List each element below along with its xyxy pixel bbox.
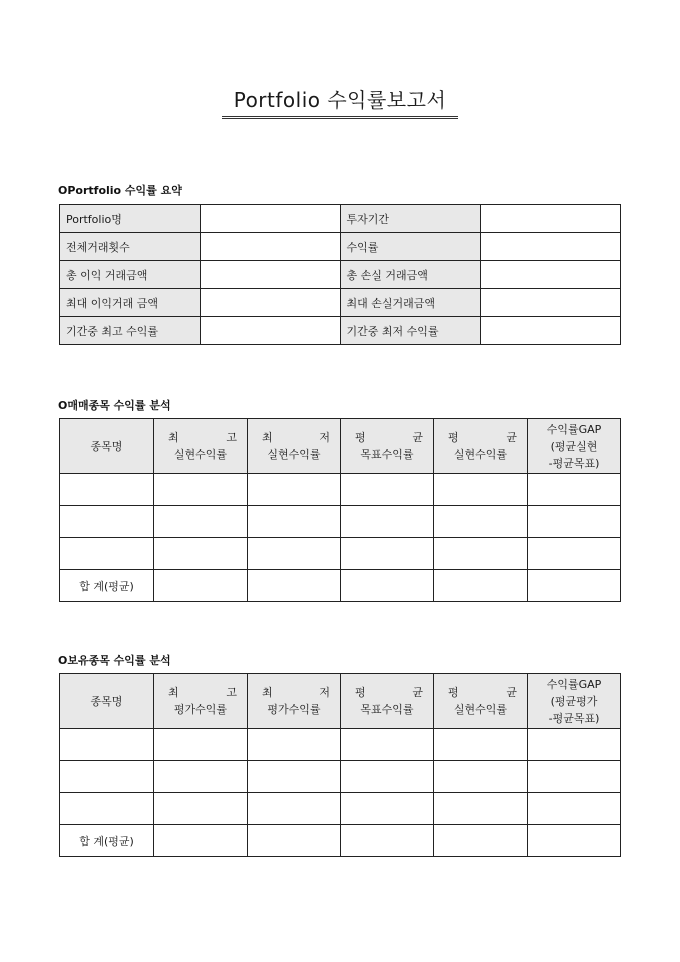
header-return-gap: 수익률GAP (평균실현 -평균목표): [528, 419, 621, 474]
cell[interactable]: [154, 570, 248, 602]
summary-value-cell[interactable]: [200, 233, 340, 261]
header-max-return: 최 고 실현수익률: [154, 419, 248, 474]
table-row: [60, 289, 621, 317]
summary-value-cell[interactable]: [200, 289, 340, 317]
summary-label: 전체거래횟수: [60, 233, 201, 261]
cell[interactable]: [248, 793, 341, 825]
summary-label: 수익률: [340, 233, 481, 261]
summary-label: Portfolio명: [60, 205, 201, 233]
cell[interactable]: [248, 506, 341, 538]
total-label: 합 계(평균): [60, 825, 154, 857]
cell[interactable]: [341, 793, 434, 825]
cell[interactable]: [341, 761, 434, 793]
cell[interactable]: [60, 793, 154, 825]
cell[interactable]: [528, 761, 621, 793]
cell[interactable]: [434, 506, 528, 538]
summary-label: 기간중 최저 수익률: [340, 317, 481, 345]
cell[interactable]: [248, 474, 341, 506]
table-row: [60, 261, 621, 289]
cell[interactable]: [154, 793, 248, 825]
cell[interactable]: [434, 474, 528, 506]
cell[interactable]: [434, 793, 528, 825]
cell[interactable]: [434, 570, 528, 602]
cell[interactable]: [248, 825, 341, 857]
cell[interactable]: [341, 729, 434, 761]
cell[interactable]: [60, 761, 154, 793]
cell[interactable]: [154, 761, 248, 793]
header-avg-target: 평 균 목표수익률: [341, 674, 434, 729]
table-row: [60, 538, 621, 570]
cell[interactable]: [434, 761, 528, 793]
cell[interactable]: [60, 506, 154, 538]
summary-label: 최대 손실거래금액: [340, 289, 481, 317]
header-max-return: 최 고 평가수익률: [154, 674, 248, 729]
cell[interactable]: [434, 729, 528, 761]
header-stock-name: 종목명: [60, 419, 154, 474]
summary-value-cell[interactable]: [200, 205, 340, 233]
table-row: [60, 474, 621, 506]
table-row: [60, 506, 621, 538]
summary-value-cell[interactable]: [200, 317, 340, 345]
cell[interactable]: [341, 570, 434, 602]
trade-table: [59, 418, 621, 602]
cell[interactable]: [434, 538, 528, 570]
summary-heading: OPortfolio 수익률 요약: [58, 184, 182, 197]
summary-value-cell[interactable]: [481, 317, 621, 345]
cell[interactable]: [154, 538, 248, 570]
summary-label: 총 손실 거래금액: [340, 261, 481, 289]
header-min-return: 최 저 평가수익률: [248, 674, 341, 729]
trade-heading: O매매종목 수익률 분석: [58, 399, 171, 412]
cell[interactable]: [434, 825, 528, 857]
cell[interactable]: [154, 506, 248, 538]
cell[interactable]: [528, 570, 621, 602]
cell[interactable]: [60, 538, 154, 570]
total-label: 합 계(평균): [60, 570, 154, 602]
cell[interactable]: [341, 474, 434, 506]
cell[interactable]: [528, 474, 621, 506]
header-avg-real: 평 균 실현수익률: [434, 674, 528, 729]
cell[interactable]: [60, 729, 154, 761]
table-row: [60, 729, 621, 761]
summary-value-cell[interactable]: [481, 261, 621, 289]
header-avg-target: 평 균 목표수익률: [341, 419, 434, 474]
cell[interactable]: [154, 729, 248, 761]
cell[interactable]: [528, 506, 621, 538]
table-row: [60, 793, 621, 825]
header-stock-name: 종목명: [60, 674, 154, 729]
summary-label: 최대 이익거래 금액: [60, 289, 201, 317]
cell[interactable]: [341, 825, 434, 857]
cell[interactable]: [528, 793, 621, 825]
table-header-row: [60, 674, 621, 729]
cell[interactable]: [248, 538, 341, 570]
cell[interactable]: [341, 506, 434, 538]
table-header-row: [60, 419, 621, 474]
table-row: [60, 233, 621, 261]
table-row: [60, 761, 621, 793]
cell[interactable]: [154, 825, 248, 857]
summary-value-cell[interactable]: [481, 233, 621, 261]
summary-value-cell[interactable]: [200, 261, 340, 289]
cell[interactable]: [60, 474, 154, 506]
header-min-return: 최 저 실현수익률: [248, 419, 341, 474]
summary-label: 투자기간: [340, 205, 481, 233]
summary-value-cell[interactable]: [481, 289, 621, 317]
table-total-row: [60, 570, 621, 602]
summary-label: 기간중 최고 수익률: [60, 317, 201, 345]
table-row: [60, 317, 621, 345]
summary-label: 총 이익 거래금액: [60, 261, 201, 289]
cell[interactable]: [248, 729, 341, 761]
page-title: Portfolio 수익률보고서: [222, 84, 459, 119]
cell[interactable]: [528, 729, 621, 761]
holding-heading: O보유종목 수익률 분석: [58, 654, 171, 667]
cell[interactable]: [528, 825, 621, 857]
summary-table: [59, 204, 621, 345]
cell[interactable]: [248, 761, 341, 793]
summary-value-cell[interactable]: [481, 205, 621, 233]
cell[interactable]: [528, 538, 621, 570]
cell[interactable]: [341, 538, 434, 570]
table-row: [60, 205, 621, 233]
header-avg-real: 평 균 실현수익률: [434, 419, 528, 474]
cell[interactable]: [248, 570, 341, 602]
table-total-row: [60, 825, 621, 857]
holding-table: [59, 673, 621, 857]
cell[interactable]: [154, 474, 248, 506]
header-return-gap: 수익률GAP (평균평가 -평균목표): [528, 674, 621, 729]
